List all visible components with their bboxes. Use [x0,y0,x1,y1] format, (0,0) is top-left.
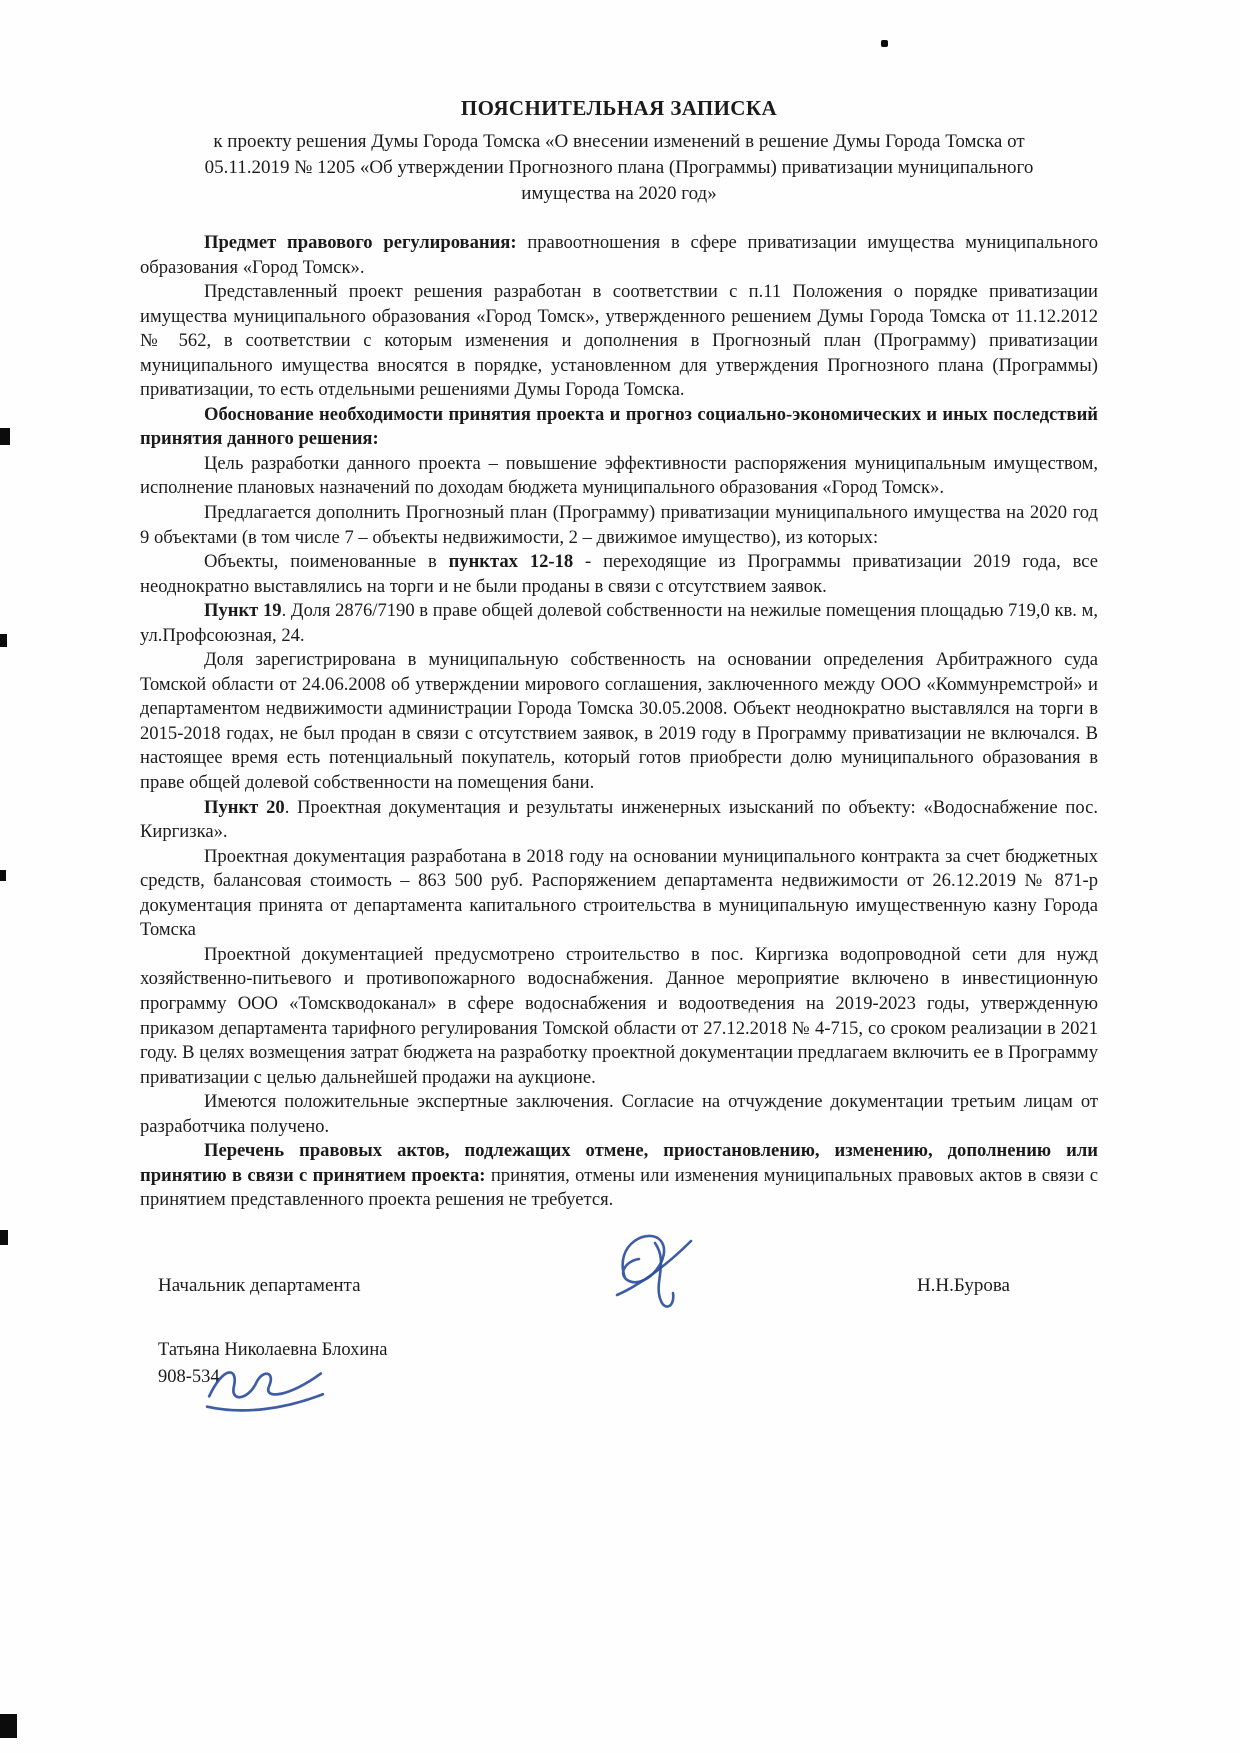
paragraph-text: Имеются положительные экспертные заключения. Согласие на отчуждение документации третьим лицам от разработчика получено. [140,1091,1098,1137]
scan-artifact [0,870,6,881]
paragraph-text: Предлагается дополнить Прогнозный план (Программу) приватизации муниципального имущества на 2020 год 9 объектами (в том числе 7 – объекты недвижимости, 2 – движимое имущество), из которых: [140,502,1098,548]
document-body [140,231,1098,1213]
signer-position: Начальник департамента [158,1274,361,1296]
handwritten-signature [595,1223,705,1323]
paragraph-bold-text: Перечень правовых актов, подлежащих отмене, приостановлению, изменению, дополнению или принятию в связи с принятием проекта: [140,1140,1098,1186]
scan-artifact [0,634,7,647]
paragraph [140,845,1098,943]
paragraph [140,599,1098,648]
paragraph-text: . Проектная документация и результаты инженерных изысканий по объекту: «Водоснабжение пос. Киргизка». [140,796,1099,843]
paragraph [140,943,1098,1090]
paragraph [140,1139,1098,1213]
paragraph [140,403,1098,452]
contact-phone: 908-534 [158,1366,220,1387]
paragraph-text: Представленный проект решения разработан в соответствии с п.11 Положения о порядке приватизации имущества муниципального образования «Город Томск», утвержденного решением Думы Города Томска от 11.12.2012 № 562, в соответствии с которым изменения и дополнения в Прогнозный план (Программу) приватизации муниципального имущества вносятся в порядке, установленном для утверждения Прогнозного плана (Программы) приватизации, то есть отдельными решениями Думы Города Томска. [140,281,1098,401]
paragraph-bold-text: Пункт 20 [204,796,285,818]
paragraph [140,796,1098,845]
paragraph-bold-text: пунктах 12-18 [448,551,574,573]
signature-block [140,1275,1098,1297]
paragraph-bold-text: Обоснование необходимости принятия проекта и прогноз социально-экономических и иных последствий принятия данного решения: [140,403,1098,450]
scan-artifact [0,428,10,445]
handwritten-initials [200,1355,330,1417]
document-title: ПОЯСНИТЕЛЬНАЯ ЗАПИСКА [460,96,778,120]
paragraph [140,501,1098,550]
signer-name: Н.Н.Бурова [916,1274,1010,1296]
scan-artifact [0,1230,8,1245]
paragraph [140,648,1098,795]
paragraph [140,231,1098,280]
contact-block [158,1337,1098,1391]
scan-artifact [0,1714,17,1738]
paragraph-bold-text: Предмет правового регулирования: [204,232,528,253]
paragraph [140,550,1098,599]
paragraph-text: правоотношения в сфере приватизации имущества муниципального образования «Город Томск». [140,232,1098,278]
paragraph-text: . Доля 2876/7190 в праве общей долевой собственности на нежилые помещения площадью 719,0 кв. м, ул.Профсоюзная, 24. [140,600,1098,646]
paragraph [140,1090,1098,1139]
paragraph-text: Проектная документация разработана в 2018 году на основании муниципального контракта за счет бюджетных средств, балансовая стоимость – 863 500 руб. Распоряжением департамента недвижимости от 26.12.2019 № 871-р документация принята от департамента капитального строительства в муниципальную имущественную казну Города Томска [140,845,1098,941]
paragraph-text: Проектной документацией предусмотрено строительство в пос. Киргизка водопроводной сети для нужд хозяйственно-питьевого и противопожарного водоснабжения. Данное мероприятие включено в инвестиционную программу ООО «Томскводоканал» в сфере водоснабжения и водоотведения на 2019-2023 годы, утвержденную приказом департамента тарифного регулирования Томской области от 27.12.2018 № 4-715, со сроком реализации в 2021 году. В целях возмещения затрат бюджета на разработку проектной документации предлагаем включить ее в Программу приватизации с целью дальнейшей продажи на аукционе. [140,943,1098,1088]
paragraph-text: - переходящие из Программы приватизации 2019 года, все неоднократно выставлялись на торги и не были проданы в связи с отсутствием заявок. [140,551,1098,597]
paragraph-text: Цель разработки данного проекта – повышение эффективности распоряжения муниципальным имуществом, исполнение плановых назначений по доходам бюджета муниципального образования «Город Томск». [140,452,1098,499]
contact-person-name: Татьяна Николаевна Блохина [158,1339,388,1360]
paragraph-bold-text: Пункт 19 [204,600,282,622]
paragraph-text: Доля зарегистрирована в муниципальную собственность на основании определения Арбитражного суда Томской области от 24.06.2008 об утверждении мирового соглашения, заключенного между ООО «Коммунремстрой» и департаментом недвижимости администрации Города Томска 30.05.2008. Объект неоднократно выставлялся на торги в 2015-2018 годах, не был продан в связи с отсутствием заявок, в 2019 году в Программу приватизации не включался. В настоящее время есть потенциальный покупатель, который готов приобрести долю муниципального образования в праве общей долевой собственности на помещения бани. [140,649,1098,794]
paragraph-text: Объекты, поименованные в [204,551,449,573]
document-subtitle: к проекту решения Думы Города Томска «О внесении изменений в решение Думы Города Томска от 05.11.2019 № 1205 «Об утверждении Прогнозного плана (Программы) приватизации муниципального имущества на 2020 год» [204,131,1034,204]
paragraph [140,280,1098,403]
paragraph [140,452,1098,501]
paragraph-text: принятия, отмены или изменения муниципальных правовых актов в связи с принятием представленного проекта решения не требуется. [140,1164,1098,1211]
scan-artifact [881,40,888,47]
